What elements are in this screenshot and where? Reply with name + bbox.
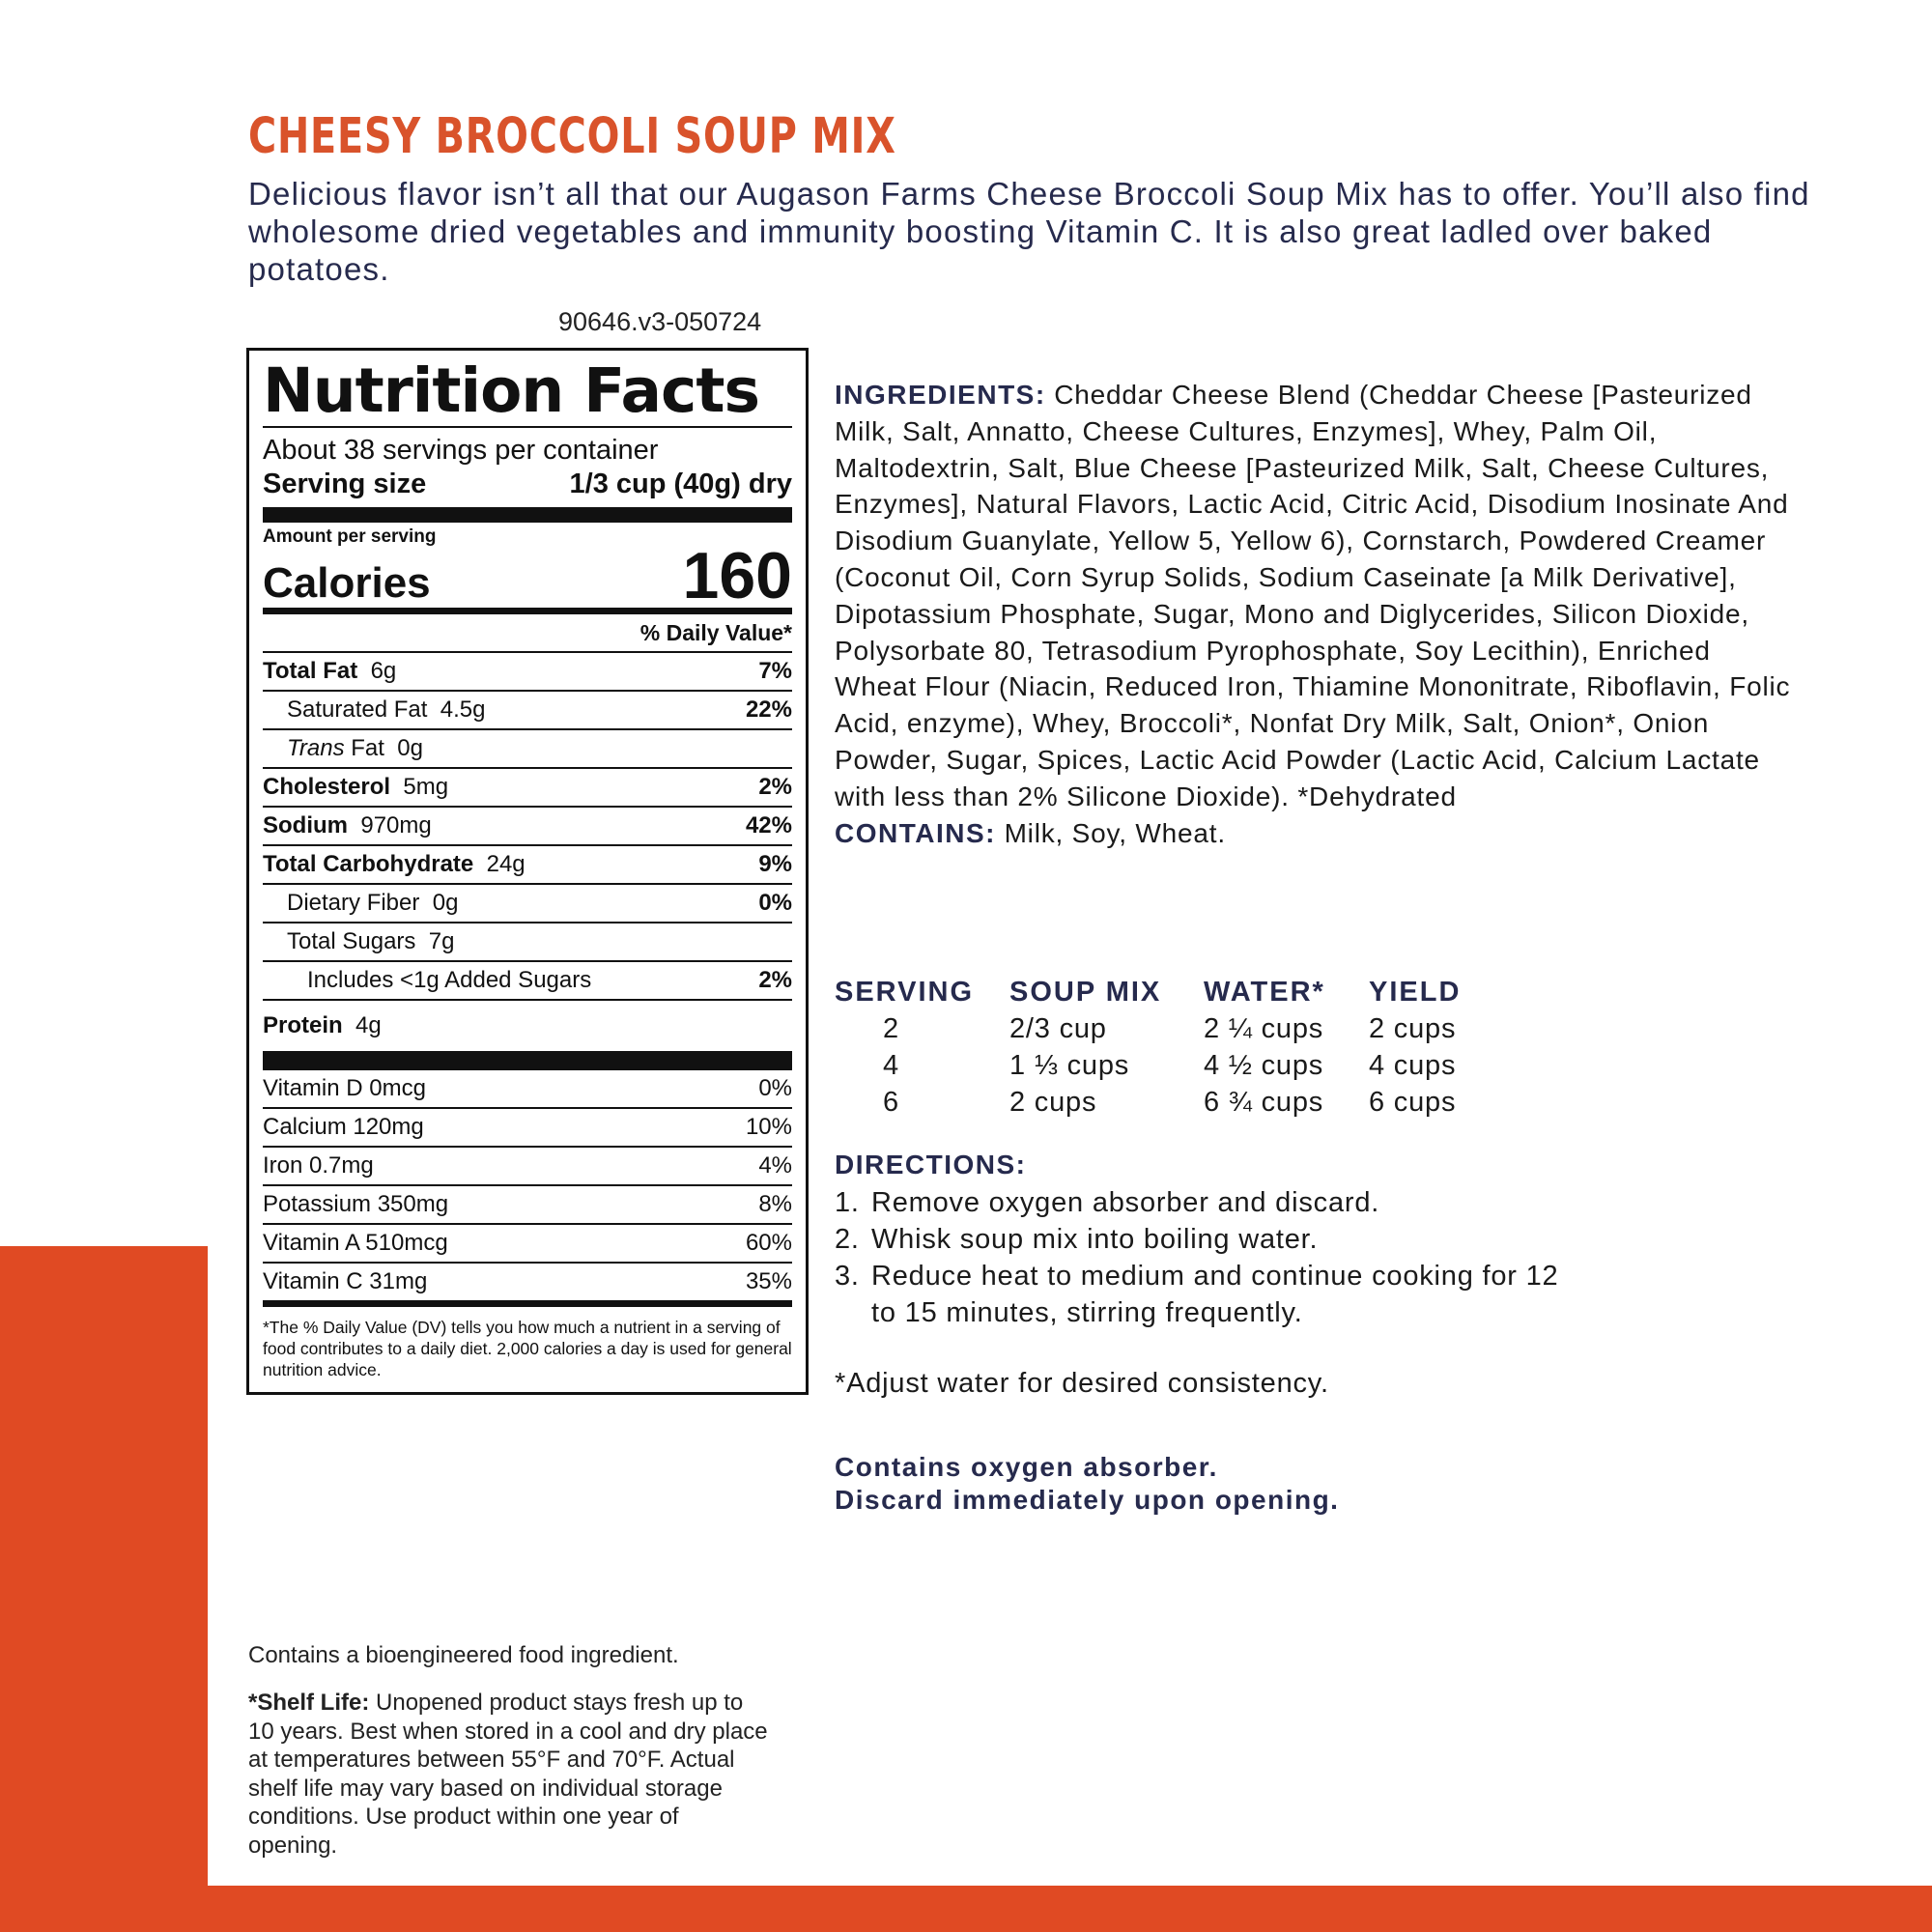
amount-per-serving: Amount per serving bbox=[263, 526, 437, 547]
orange-bottom-bar bbox=[0, 1886, 1932, 1932]
nutrition-facts-label bbox=[246, 348, 809, 1395]
shelf-life-text: *Shelf Life: Unopened product stays fresh up to 10 years. Best when stored in a cool and dry place at temperatures between 55°F and 70°F. Actual shelf life may vary based on individual storage conditions. Use product within one year of opening. bbox=[248, 1690, 768, 1859]
nutrient-row: Saturated Fat 4.5g 22% bbox=[263, 692, 792, 730]
ingredients-text: Cheddar Cheese Blend (Cheddar Cheese [Pasteurized Milk, Salt, Annatto, Cheese Cultures, Enzymes], Whey, Palm Oil, Maltodextrin, Salt, Blue Cheese [Pasteurized Milk, Salt, Cheese Cultures, Enzymes], Natural Flavors, Lactic Acid, Citric Acid, Disodium Inosinate And Disodium Guanylate, Yellow 5, Yellow 6), Cornstarch, Powdered Creamer (Coconut Oil, Corn Syrup Solids, Sodium Caseinate [a Milk Derivative], Dipotassium Phosphate, Sugar, Mono and Diglycerides, Silicon Dioxide, Polysorbate 80, Tetrasodium Pyrophosphate, Soy Lecithin), Enriched Wheat Flour (Niacin, Reduced Iron, Thiamine Mononitrate, Riboflavin, Folic Acid, enzyme), Whey, Broccoli*, Nonfat Dry Milk, Salt, Onion*, Onion Powder, Sugar, Spices, Lactic Acid Powder (Lactic Acid, Calcium Lactate with less than 2% Silicone Dioxide). *Dehydrated bbox=[835, 380, 1791, 811]
ingredients-block bbox=[835, 377, 1801, 851]
vitamin-row: Iron 0.7mg 4% bbox=[263, 1148, 792, 1186]
preparation-table-header: SERVING SOUP MIX WATER* YIELD bbox=[835, 977, 1462, 1008]
serving-size bbox=[263, 467, 792, 501]
calories-row bbox=[263, 539, 792, 612]
vitamin-row: Vitamin C 31mg 35% bbox=[263, 1268, 792, 1294]
table-row: 4 1 ⅓ cups 4 ½ cups 4 cups bbox=[883, 1050, 1457, 1081]
vitamin-row: Potassium 350mg 8% bbox=[263, 1186, 792, 1225]
serving-size-label: Serving size bbox=[263, 469, 427, 499]
contains-text: Milk, Soy, Wheat. bbox=[1004, 817, 1226, 848]
nutrient-row: Total Fat 6g 7% bbox=[263, 653, 792, 692]
nutrient-row: Includes <1g Added Sugars 2% bbox=[263, 962, 792, 1001]
directions-title: DIRECTIONS: bbox=[835, 1150, 1027, 1179]
nutrient-row: Dietary Fiber 0g 0% bbox=[263, 885, 792, 923]
shelf-life-label: *Shelf Life: bbox=[248, 1690, 370, 1716]
nutrition-facts-title: Nutrition Facts bbox=[263, 355, 759, 426]
nutrient-row: Total Sugars 7g bbox=[263, 923, 792, 962]
preparation-table bbox=[835, 974, 1461, 1121]
product-title: CHEESY BROCCOLI SOUP MIX bbox=[248, 108, 896, 165]
list-item: 2. Whisk soup mix into boiling water. bbox=[835, 1224, 1319, 1255]
nutrient-row: Protein 4g bbox=[263, 1012, 382, 1038]
table-row: 6 2 cups 6 ¾ cups 6 cups bbox=[883, 1087, 1457, 1118]
contains-label: CONTAINS: bbox=[835, 817, 996, 848]
list-item: 3. Reduce heat to medium and continue cooking for 12 to 15 minutes, stirring frequently. bbox=[835, 1261, 1559, 1328]
vitamin-row: Vitamin A 510mcg 60% bbox=[263, 1225, 792, 1264]
servings-per-container: About 38 servings per container bbox=[263, 435, 659, 466]
product-code: 90646.v3-050724 bbox=[558, 307, 762, 336]
oxygen-absorber-notice: Contains oxygen absorber. Discard immediately upon opening. bbox=[835, 1452, 1340, 1515]
directions-list bbox=[835, 1184, 1704, 1331]
list-item: 1. Remove oxygen absorber and discard. bbox=[835, 1187, 1380, 1218]
serving-size-value: 1/3 cup (40g) dry bbox=[569, 469, 792, 499]
table-row: 2 2/3 cup 2 ¼ cups 2 cups bbox=[883, 1013, 1457, 1044]
vitamin-row: Vitamin D 0mcg 0% bbox=[263, 1070, 792, 1109]
vitamin-row: Calcium 120mg 10% bbox=[263, 1109, 792, 1148]
calories-value: 160 bbox=[682, 539, 792, 612]
daily-value-header: % Daily Value* bbox=[263, 614, 792, 653]
nutrient-row: Total Carbohydrate 24g 9% bbox=[263, 846, 792, 885]
orange-accent-block bbox=[0, 1246, 208, 1932]
bioengineered-notice: Contains a bioengineered food ingredient. bbox=[248, 1642, 679, 1668]
product-description: Delicious flavor isn’t all that our Augason Farms Cheese Broccoli Soup Mix has to offer. You’ll also find wholesome dried vegetables and immunity boosting Vitamin C. It is also great ladled over baked potatoes. bbox=[248, 176, 1810, 287]
nutrient-row: Cholesterol 5mg 2% bbox=[263, 769, 792, 808]
ingredients-label: INGREDIENTS: bbox=[835, 380, 1046, 410]
daily-value-footnote: *The % Daily Value (DV) tells you how much a nutrient in a serving of food contributes to a daily diet. 2,000 calories a day is used for general nutrition advice. bbox=[263, 1318, 792, 1379]
nutrient-row: Trans Fat 0g bbox=[263, 730, 792, 769]
calories-label: Calories bbox=[263, 559, 431, 607]
adjust-water-note: *Adjust water for desired consistency. bbox=[835, 1368, 1329, 1399]
nutrient-row: Sodium 970mg 42% bbox=[263, 808, 792, 846]
